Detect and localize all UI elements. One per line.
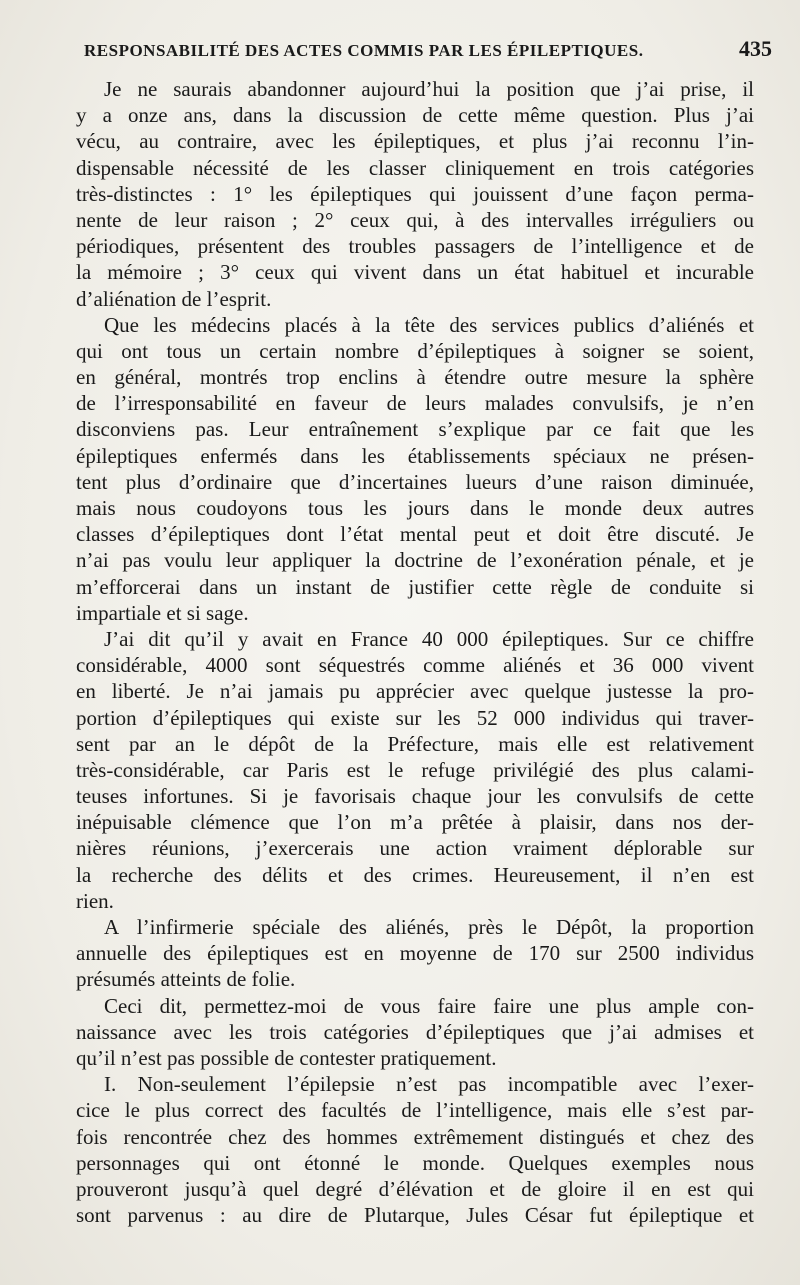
text-line: sont parvenus : au dire de Plutarque, Jules César fut épileptique et: [76, 1203, 754, 1228]
text-line: sent par an le dépôt de la Préfecture, mais elle est relativement: [76, 731, 754, 756]
text-line: présumés atteints de folie.: [76, 967, 296, 992]
text-line: classes d’épileptiques dont l’état mental peut et doit être discuté. Je: [76, 522, 754, 547]
text-line: nente de leur raison ; 2° ceux qui, à des intervalles irréguliers ou: [76, 207, 754, 232]
text-line: personnages qui ont étonné le monde. Quelques exemples nous: [76, 1150, 754, 1175]
text-line: très-considérable, car Paris est le refuge privilégié des plus calami-: [76, 757, 754, 782]
text-line: n’ai pas voulu leur appliquer la doctrine de l’exonération pénale, et je: [76, 548, 754, 573]
text-line: mais nous coudoyons tous les jours dans le monde deux autres: [76, 496, 754, 520]
text-line: qui ont tous un certain nombre d’épileptiques à soigner se soient,: [76, 338, 754, 363]
page-number: 435: [739, 36, 772, 61]
text-line: m’efforcerai dans un instant de justifier cette règle de conduite si: [76, 574, 754, 599]
text-line: Que les médecins placés à la tête des services publics d’aliénés et: [104, 312, 754, 337]
text-line: Je ne saurais abandonner aujourd’hui la position que j’ai prise, il: [104, 77, 754, 101]
text-line: considérable, 4000 sont séquestrés comme aliénés et 36 000 vivent: [76, 653, 754, 678]
text-line: la mémoire ; 3° ceux qui vivent dans un état habituel et incurable: [76, 260, 754, 285]
running-header: [84, 36, 772, 76]
text-line: qu’il n’est pas possible de contester pratiquement.: [76, 1045, 497, 1070]
text-line: prouveront jusqu’à quel degré d’élévation et de gloire il en est qui: [76, 1176, 754, 1201]
text-line: J’ai dit qu’il y avait en France 40 000 épileptiques. Sur ce chiffre: [104, 626, 754, 651]
body-text: [76, 76, 754, 1228]
text-line: en général, montrés trop enclins à étendre outre mesure la sphère: [76, 365, 754, 390]
text-line: y a onze ans, dans la discussion de cette même question. Plus j’ai: [76, 103, 754, 128]
text-line: rien.: [76, 888, 114, 913]
text-line: périodiques, présentent des troubles passagers de l’intelligence et de: [76, 234, 754, 259]
text-line: dispensable nécessité de les classer cliniquement en trois catégories: [76, 155, 754, 180]
text-line: épileptiques enfermés dans les établissements spéciaux ne présen-: [76, 443, 754, 468]
text-line: très-distinctes : 1° les épileptiques qui jouissent d’une façon perma-: [76, 181, 754, 206]
text-line: Ceci dit, permettez-moi de vous faire faire une plus ample con-: [104, 993, 754, 1018]
text-line: portion d’épileptiques qui existe sur les 52 000 individus qui traver-: [76, 705, 754, 730]
text-line: fois rencontrée chez des hommes extrêmement distingués et chez des: [76, 1124, 754, 1149]
text-line: la recherche des délits et des crimes. Heureusement, il n’en est: [76, 862, 754, 887]
text-line: A l’infirmerie spéciale des aliénés, près le Dépôt, la proportion: [104, 915, 754, 939]
text-line: impartiale et si sage.: [76, 600, 249, 625]
text-line: nières réunions, j’exercerais une action vraiment déplorable sur: [76, 836, 754, 861]
text-line: vécu, au contraire, avec les épileptiques, et plus j’ai reconnu l’in-: [76, 129, 754, 154]
text-line: teuses infortunes. Si je favorisais chaque jour les convulsifs de cette: [76, 784, 754, 809]
text-line: en liberté. Je n’ai jamais pu apprécier avec quelque justesse la pro-: [76, 679, 754, 704]
text-line: disconviens pas. Leur entraînement s’explique par ce fait que les: [76, 417, 754, 442]
text-line: I. Non-seulement l’épilepsie n’est pas incompatible avec l’exer-: [104, 1072, 754, 1097]
text-line: cice le plus correct des facultés de l’intelligence, mais elle s’est par-: [76, 1098, 754, 1123]
running-title: RESPONSABILITÉ DES ACTES COMMIS PAR LES ÉPILEPTIQUES.: [84, 41, 644, 60]
text-line: inépuisable clémence que l’on m’a prêtée à plaisir, dans nos der-: [76, 810, 754, 835]
text-line: tent plus d’ordinaire que d’incertaines lueurs d’une raison diminuée,: [76, 469, 754, 494]
text-line: d’aliénation de l’esprit.: [76, 286, 272, 311]
text-line: annuelle des épileptiques est en moyenne de 170 sur 2500 individus: [76, 941, 754, 966]
text-line: naissance avec les trois catégories d’épileptiques que j’ai admises et: [76, 1019, 754, 1044]
text-line: de l’irresponsabilité en faveur de leurs malades convulsifs, je n’en: [76, 391, 754, 416]
